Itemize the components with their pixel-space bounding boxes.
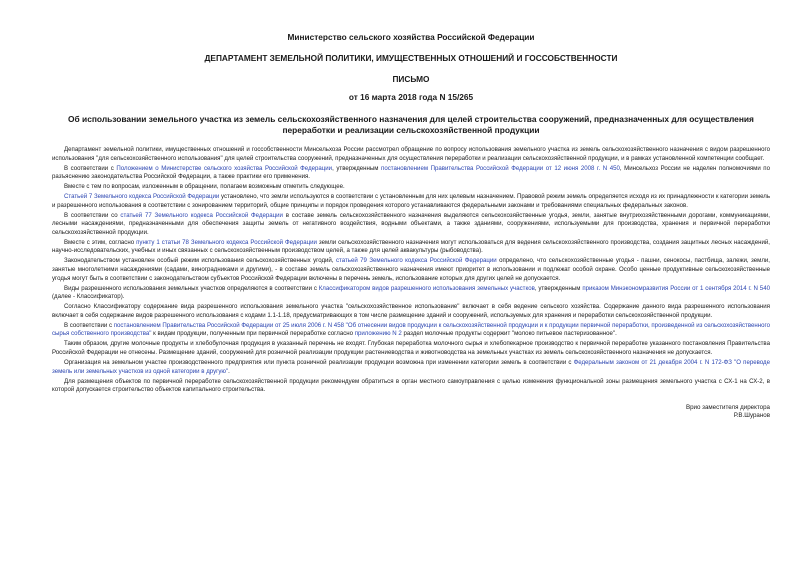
- legal-reference-link[interactable]: Классификатором видов разрешенного использования земельных участков: [318, 284, 535, 292]
- legal-reference-link[interactable]: Федеральным законом от 21 декабря 2004 г. N 172-ФЗ "О переводе земель или земельных участков из одной категории в другую": [52, 358, 770, 375]
- signature-position: Врио заместителя директора: [685, 403, 770, 411]
- legal-reference-link[interactable]: статьей 79 Земельного кодекса Российской Федерации: [335, 257, 497, 265]
- legal-reference-link[interactable]: постановлением Правительства Российской Федерации от 12 июня 2008 г. N 450: [381, 164, 620, 172]
- date-number: от 16 марта 2018 года N 15/265: [348, 92, 474, 102]
- body-paragraph: [52, 146, 770, 163]
- paragraph-text: в составе земель сельскохозяйственного назначения выделяются сельскохозяйственные угодья, земли, занятые внутрихозяйственными дорогами, коммуникациями, лесными насаждениями, предназначенными для обеспечения защиты земель от негативного воздействия, водными объектами, а также зданиями, сооружениями, используемыми для производства, хранения и первичной переработки сельскохозяйственной продукции.: [52, 211, 770, 236]
- paragraph-text: , Минсельхоз России не наделен полномочиями по разъяснению законодательства Российской Федерации, а также практики его применения.: [52, 164, 770, 181]
- body-paragraph: [52, 193, 770, 210]
- document-body: [52, 146, 770, 395]
- paragraph-text: Виды разрешенного использования земельных участков определяются в соответствии с: [64, 284, 319, 292]
- body-paragraph: [52, 322, 770, 339]
- legal-reference-link[interactable]: постановлением Правительства Российской Федерации от 25 июля 2006 г. N 458 "Об отнесении видов продукции к сельскохозяйственной продукции и к продукции первичной переработки, произведенной из сельскохозяйственного сырья собственного производства": [52, 321, 771, 338]
- body-paragraph: [52, 303, 770, 320]
- body-paragraph: [52, 257, 770, 283]
- paragraph-text: В соответствии с: [64, 321, 114, 329]
- ministry-heading: Министерство сельского хозяйства Российской Федерации: [287, 32, 535, 42]
- paragraph-text: .: [228, 367, 230, 375]
- paragraph-text: Согласно Классификатору содержание вида разрешенного использования земельного участка "сельскохозяйственное использование" включает в себя ведение сельского хозяйства. Содержание данного вида разрешенного использования включает в себя содержание видов разрешенного использования с кодами 1.1-1.18, предусматривающих в том числе размещение зданий и сооружений, используемых для хранения и переработки сельскохозяйственной продукции.: [52, 303, 770, 319]
- body-paragraph: [52, 183, 770, 192]
- body-paragraph: [52, 285, 770, 302]
- paragraph-text: В соответствии с: [64, 164, 117, 172]
- legal-reference-link[interactable]: пункту 1 статьи 78 Земельного кодекса Российской Федерации: [136, 238, 317, 246]
- paragraph-text: определено, что сельскохозяйственные угодья - пашни, сенокосы, пастбища, залежи, земли, занятые многолетними насаждениями (садами, виноградниками и другими), - в составе земель сельскохозяйственного назначения имеют приоритет в использовании и подлежат особой охране. Особо ценные продуктивные сельскохозяйственные угодья могут быть в соответствии с законодательством субъектов Российской Федерации включены в перечень земель, использование которых для других целей не допускается.: [52, 257, 770, 282]
- legal-reference-link[interactable]: статьей 77 Земельного кодекса Российской Федерации: [120, 211, 283, 219]
- paragraph-text: Организация на земельном участке производственного предприятия или пункта розничной реализации продукции возможна при изменении категории земель в соответствии с: [64, 358, 574, 366]
- legal-reference-link[interactable]: Положением о Министерстве сельского хозяйства Российской Федерации: [116, 164, 333, 172]
- doc-type-heading: ПИСЬМО: [392, 74, 430, 84]
- paragraph-text: В соответствии со: [64, 211, 121, 219]
- paragraph-text: , утвержденным: [534, 284, 583, 292]
- body-paragraph: [52, 239, 770, 256]
- paragraph-text: установлено, что земли используются в соответствии с установленным для них целевым назначением. Правовой режим земель определяется исходя из их принадлежности к категории земель и разрешенного использования в соответствии с зонированием территорий, общие принципы и порядок проведения которого устанавливаются федеральными законами и требованиями специальных федеральных законов.: [52, 193, 771, 209]
- paragraph-text: раздел молочные продукты содержит "молоко питьевое пастеризованное".: [401, 330, 617, 338]
- paragraph-text: Таким образом, другие молочные продукты и хлебобулочная продукция в указанный перечень не входят. Глубокая переработка молочного сырья и хлебопекарное производство к первичной переработке указанного постановления Правительства Российской Федерации не отнесены. Размещение зданий, сооружений для розничной реализации продукции растениеводства и животноводства на земельных участках из земель сельскохозяйственного назначения не допускается.: [52, 340, 770, 356]
- body-paragraph: [52, 340, 770, 357]
- paragraph-text: Вместе с этим, согласно: [64, 238, 137, 246]
- paragraph-text: к видам продукции, полученным при первичной переработке согласно: [151, 330, 355, 338]
- legal-reference-link[interactable]: приложению N 2: [354, 330, 402, 338]
- signature-block: [52, 404, 770, 421]
- body-paragraph: [52, 165, 770, 182]
- paragraph-text: земли сельскохозяйственного назначения могут использоваться для ведения сельскохозяйственного производства, создания защитных лесных насаждений, научно-исследовательских, учебных и иных связанных с сельскохозяйственным производством целей, а также для целей аквакультуры (рыбоводства).: [52, 238, 770, 255]
- legal-reference-link[interactable]: Статьей 7 Земельного кодекса Российской Федерации: [64, 193, 220, 201]
- body-paragraph: [52, 212, 770, 238]
- signature-name: Р.В.Шуранов: [733, 412, 770, 420]
- paragraph-text: Для размещения объектов по первичной переработке сельскохозяйственной продукции рекомендуем обратиться в орган местного самоуправления с целью изменения функциональной зоны размещения земельного участка с СХ-1 на СХ-2, в которой допускается строительство объектов капитального строительства.: [52, 377, 770, 394]
- body-paragraph: [52, 359, 770, 376]
- paragraph-text: Вместе с тем по вопросам, изложенным в обращении, полагаем возможным отметить следующее.: [64, 183, 345, 191]
- department-heading: ДЕПАРТАМЕНТ ЗЕМЕЛЬНОЙ ПОЛИТИКИ, ИМУЩЕСТВЕННЫХ ОТНОШЕНИЙ И ГОССОБСТВЕННОСТИ: [204, 53, 618, 63]
- document-page: [52, 28, 770, 421]
- paragraph-text: (далее - Классификатор).: [52, 293, 125, 301]
- paragraph-text: Законодательством установлен особый режим использования сельскохозяйственных угодий,: [64, 257, 336, 265]
- legal-reference-link[interactable]: приказом Минэкономразвития России от 1 сентября 2014 г. N 540: [582, 284, 770, 292]
- paragraph-text: Департамент земельной политики, имущественных отношений и госсобственности Минсельхоза России рассмотрел обращение по вопросу использования земельного участка из земель сельскохозяйственного назначения с видом разрешенного использования "для сельскохозяйственного использования" для целей строительства сооружений, предназначенных для осуществления переработки и реализации сельскохозяйственной продукции, и в рамках установленной компетенции сообщает.: [52, 146, 770, 162]
- document-title: Об использовании земельного участка из земель сельскохозяйственного назначения для целей строительства сооружений, предназначенных для осуществления переработки и реализации сельскохозяйственной продукции: [68, 114, 754, 135]
- paragraph-text: , утвержденным: [332, 164, 382, 172]
- body-paragraph: [52, 378, 770, 395]
